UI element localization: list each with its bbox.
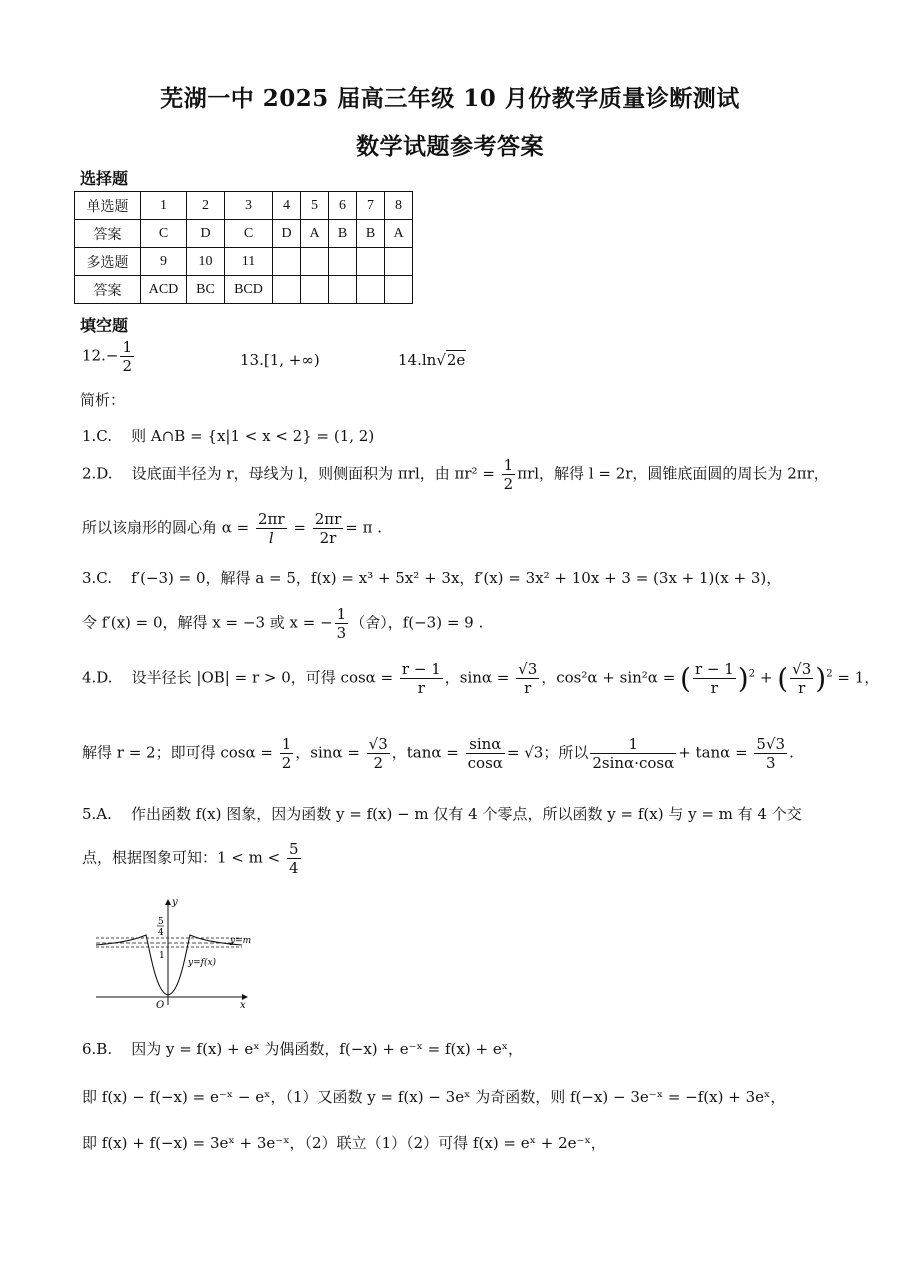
fill-answer-14: 14.ln√2e <box>398 351 466 369</box>
solution-2-label: 2.D. <box>82 464 113 483</box>
table-cell <box>385 276 413 304</box>
solution-3-line1 <box>82 567 781 588</box>
table-row <box>75 220 413 248</box>
solution-2-text-d: = π . <box>345 518 383 537</box>
solution-6-label: 6.B. <box>82 1040 113 1058</box>
solution-4-fraction-tan <box>466 735 505 772</box>
solution-4-fraction-reciprocal <box>590 735 676 772</box>
solution-4-text-e: 解得 r = 2；即可得 cosα = <box>82 743 278 762</box>
fraction-denominator: r <box>710 679 718 697</box>
table-row <box>75 248 413 276</box>
solution-4-fraction-cos <box>400 660 443 697</box>
solution-2-fraction-a <box>256 510 287 547</box>
solution-6-text-c: 即 f(x) + f(−x) = 3eˣ + 3e⁻ˣ，（2）联立（1）（2）可得 f(x) = eˣ + 2e⁻ˣ， <box>82 1134 606 1152</box>
fill-heading: 填空题 <box>80 316 129 335</box>
fraction-numerator: √3 <box>518 660 538 678</box>
fraction-numerator: 1 <box>503 456 514 474</box>
solution-2-text-a: 设底面半径为 r，母线为 l，则侧面积为 πrl，由 πr² = <box>131 464 500 483</box>
solution-5-line2 <box>82 840 303 877</box>
solution-4-fraction-sin <box>516 660 539 697</box>
solution-4-text-d: = 1， <box>837 668 880 687</box>
solution-2-line2: 所以该扇形的圆心角 α = $\frac{2\pi r}{l}$ = $\frac{2\pi r}{2r}$ = π . <box>82 510 383 547</box>
fraction-denominator: r <box>798 679 806 697</box>
fraction-denominator: r <box>417 679 425 697</box>
solution-2-text-c: 所以该扇形的圆心角 α = <box>82 518 255 537</box>
fraction-denominator: 2 <box>281 754 292 772</box>
solution-4-fraction-half <box>280 735 294 772</box>
solution-3-line2 <box>82 605 483 642</box>
fraction-denominator: 2r <box>319 529 337 547</box>
table-cell: C <box>225 220 273 248</box>
choice-heading: 选择题 <box>80 169 129 188</box>
table-cell: B <box>329 220 357 248</box>
page-title: 芜湖一中 2025 届高三年级 10 月份教学质量诊断测试 <box>160 85 740 112</box>
solution-2-fraction-b <box>313 510 344 547</box>
table-cell: A <box>385 220 413 248</box>
y-axis-arrow <box>165 899 171 905</box>
table-cell: BC <box>187 276 225 304</box>
table-cell: A <box>301 220 329 248</box>
fraction-numerator: r − 1 <box>401 660 441 678</box>
table-cell <box>301 248 329 276</box>
fraction-denominator: cosα <box>467 754 503 772</box>
solution-3-text-b: 令 f′(x) = 0，解得 x = −3 或 x = − <box>82 613 333 632</box>
table-cell: D <box>273 220 301 248</box>
solution-4-fraction-result <box>754 735 787 772</box>
table-cell: ACD <box>141 276 187 304</box>
table-cell: 5 <box>301 192 329 220</box>
function-curve <box>96 935 242 995</box>
solution-3-label: 3.C. <box>82 569 113 587</box>
table-cell: 10 <box>187 248 225 276</box>
fraction-denominator: 4 <box>288 859 299 877</box>
table-row <box>75 276 413 304</box>
fraction-numerator: 2πr <box>314 510 342 528</box>
table-cell: 3 <box>225 192 273 220</box>
table-cell: 7 <box>357 192 385 220</box>
solution-5-label: 5.A. <box>82 805 112 823</box>
solution-3-text-c: （舍），f(−3) = 9 . <box>350 613 484 632</box>
answer-table <box>74 191 413 304</box>
ym-label: y=m <box>230 936 252 946</box>
function-graph <box>92 895 262 1010</box>
solution-4-text-g: ，tanα = <box>391 743 464 762</box>
q13-label: 13. <box>240 351 264 369</box>
table-cell: C <box>141 220 187 248</box>
solution-6-text-b: 即 f(x) − f(−x) = e⁻ˣ − eˣ，（1）又函数 y = f(x) − 3eˣ 为奇函数，则 f(−x) − 3e⁻ˣ = −f(x) + 3eˣ， <box>82 1088 786 1106</box>
table-cell <box>273 276 301 304</box>
fraction-numerator: 5 <box>288 840 299 858</box>
tick-five-fourths-num: 5 <box>158 917 164 927</box>
fill-answer-13 <box>240 351 320 369</box>
solution-4-text-h: = √3；所以 <box>506 743 589 762</box>
q14-label: 14. <box>398 351 422 369</box>
solution-6-text-a: 因为 y = f(x) + eˣ 为偶函数，f(−x) + e⁻ˣ = f(x) + eˣ， <box>131 1040 524 1058</box>
table-cell <box>273 248 301 276</box>
q12-denominator: 2 <box>122 357 132 375</box>
q13-answer: [1, +∞) <box>263 351 320 369</box>
solution-5-fraction <box>287 840 301 877</box>
y-axis-label: y <box>172 897 178 908</box>
fraction-denominator: 3 <box>765 754 776 772</box>
solution-1-text: 则 A∩B = {x|1 < x < 2} = (1, 2) <box>131 427 375 445</box>
fraction-numerator: 2πr <box>258 510 285 528</box>
solution-4-fraction-cos-sq <box>693 660 736 697</box>
solution-3-fraction <box>335 605 349 642</box>
table-cell <box>385 248 413 276</box>
q12-label: 12. <box>82 346 106 365</box>
solution-2-line1 <box>82 456 829 493</box>
solution-4-text-j: . <box>789 743 794 762</box>
solution-4-label: 4.D. <box>82 668 113 687</box>
fraction-numerator: r − 1 <box>694 660 734 678</box>
table-cell: 多选题 <box>75 248 141 276</box>
table-cell: 答案 <box>75 220 141 248</box>
q12-sign: − <box>105 346 119 365</box>
solution-4-fraction-sin-sq <box>790 660 813 697</box>
solution-4-fraction-root3-half <box>367 735 390 772</box>
table-cell: 8 <box>385 192 413 220</box>
page-subtitle: 数学试题参考答案 <box>356 133 544 160</box>
table-cell: 1 <box>141 192 187 220</box>
solution-1-label: 1.C. <box>82 427 113 445</box>
table-cell: D <box>187 220 225 248</box>
solution-5-text-a: 作出函数 f(x) 图象，因为函数 y = f(x) − m 仅有 4 个零点，所以函数 y = f(x) 与 y = m 有 4 个交 <box>131 805 802 823</box>
fraction-denominator: 2 <box>373 754 383 772</box>
solution-4-text-b: ，sinα = <box>444 668 515 687</box>
tick-five-fourths-den: 4 <box>158 928 164 938</box>
solution-2-text-b: πrl，解得 l = 2r，圆锥底面圆的周长为 2πr， <box>517 464 829 483</box>
q14-ln: ln <box>421 351 437 369</box>
solution-2-fraction-half <box>502 456 516 493</box>
table-cell <box>329 248 357 276</box>
fraction-numerator: 1 <box>336 605 347 623</box>
fraction-denominator: r <box>524 679 532 697</box>
fraction-denominator: 2sinα·cosα <box>592 754 675 772</box>
table-cell: B <box>357 220 385 248</box>
table-row <box>75 192 413 220</box>
solution-4-text-f: ，sinα = <box>295 743 365 762</box>
table-cell: 4 <box>273 192 301 220</box>
fraction-numerator: 1 <box>281 735 292 753</box>
solution-4-text-a: 设半径长 |OB| = r > 0，可得 cosα = <box>131 668 398 687</box>
table-cell: 2 <box>187 192 225 220</box>
solution-4-line2 <box>82 735 794 772</box>
fraction-denominator: 3 <box>336 624 347 642</box>
solution-4-text-c: ，cos²α + sin²α = <box>541 668 681 687</box>
fraction-denominator: l <box>268 529 274 547</box>
table-cell: 单选题 <box>75 192 141 220</box>
jianxi-label: 简析： <box>80 391 126 409</box>
fraction-numerator: 1 <box>590 735 676 754</box>
solution-6-line3 <box>82 1132 606 1153</box>
table-cell: BCD <box>225 276 273 304</box>
solution-1 <box>82 425 374 446</box>
table-cell: 9 <box>141 248 187 276</box>
tick-one-label: 1 <box>159 951 165 961</box>
fill-answer-12 <box>82 338 136 375</box>
x-axis-label: x <box>240 1000 246 1010</box>
table-cell <box>357 276 385 304</box>
table-cell: 答案 <box>75 276 141 304</box>
solution-4-line1: 4.D. 设半径长 |OB| = r > 0，可得 cosα = $\frac{r - 1}{r}$ ，sinα = $\frac{√3}{r}$ ，cos²α + sin²α = ( $\frac{r - 1}{r}$ )$^2$ + ( $\frac{√3}{r}$ )$^2$ = 1， <box>82 660 880 697</box>
table-cell <box>301 276 329 304</box>
fraction-numerator: sinα <box>466 735 505 754</box>
solution-5-line1 <box>82 803 802 824</box>
q12-fraction <box>120 338 134 375</box>
table-cell <box>357 248 385 276</box>
solution-6-line1 <box>82 1038 523 1059</box>
fraction-denominator: 2 <box>503 475 514 493</box>
fx-label: y=f(x) <box>188 958 217 968</box>
fraction-numerator: √3 <box>368 735 388 753</box>
origin-label: O <box>156 1000 165 1010</box>
solution-3-text-a: f′(−3) = 0，解得 a = 5，f(x) = x³ + 5x² + 3x，f′(x) = 3x² + 10x + 3 = (3x + 1)(x + 3)， <box>131 569 782 587</box>
fraction-numerator: 5√3 <box>756 735 786 753</box>
q14-radicand: 2e <box>446 351 466 369</box>
table-cell: 6 <box>329 192 357 220</box>
table-cell <box>329 276 357 304</box>
solution-6-line2 <box>82 1086 785 1107</box>
q12-numerator: 1 <box>122 338 132 356</box>
fraction-numerator: √3 <box>792 660 812 678</box>
table-cell: 11 <box>225 248 273 276</box>
solution-4-text-i: + tanα = <box>678 743 753 762</box>
solution-5-text-b: 点，根据图象可知：1 < m < <box>82 848 285 867</box>
